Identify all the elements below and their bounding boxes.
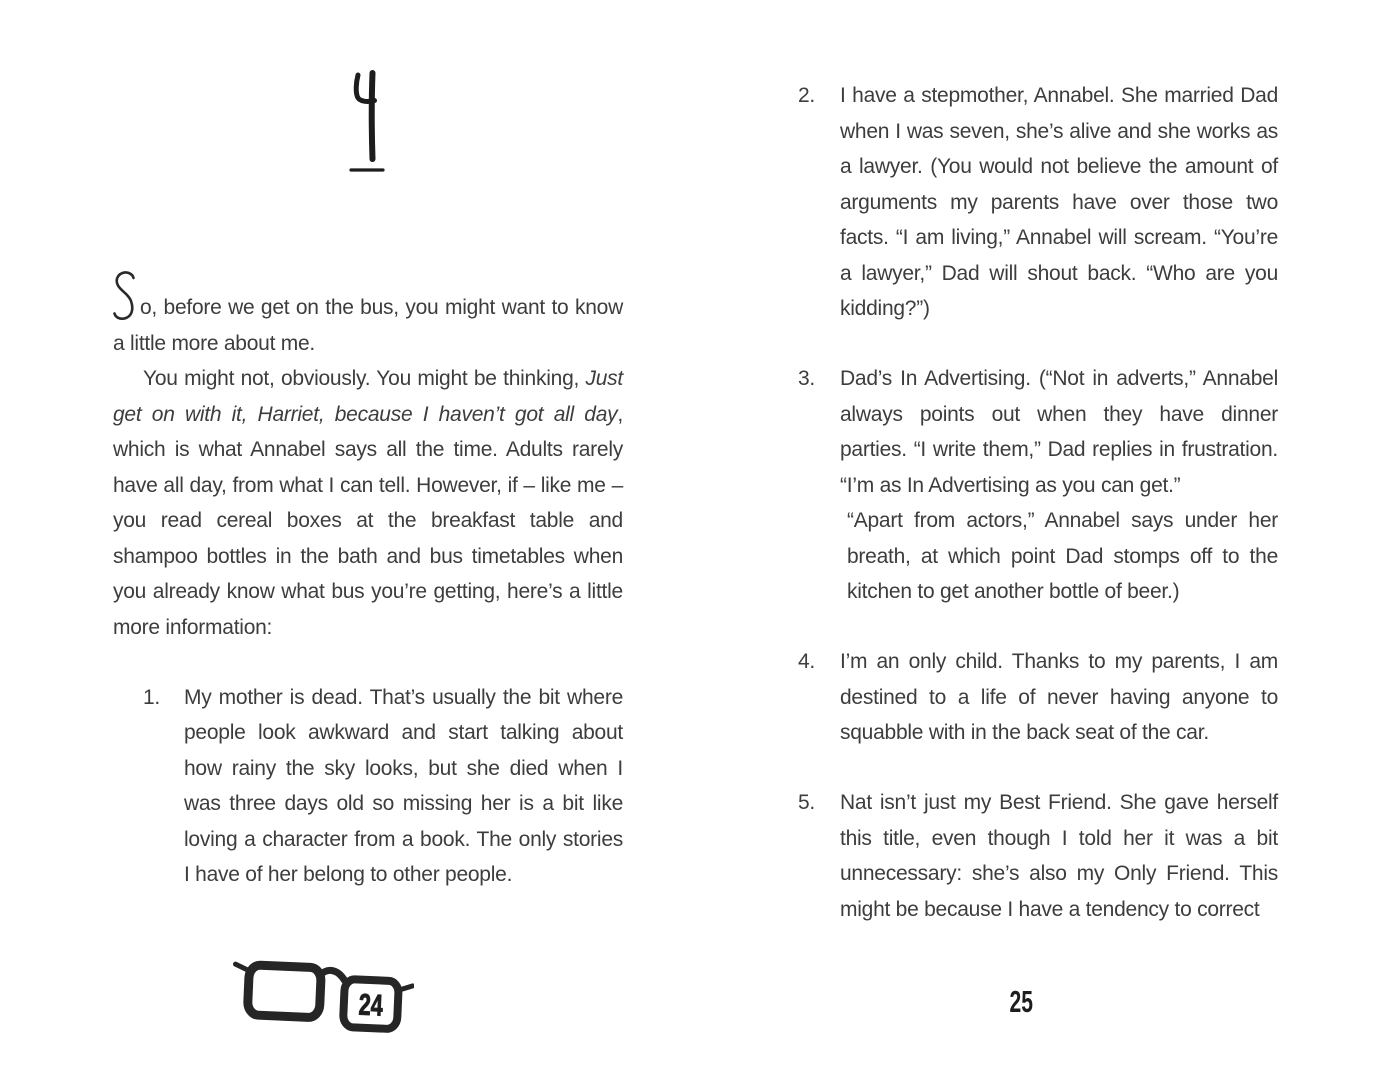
glasses-icon <box>232 960 414 1040</box>
list-item-5 <box>798 785 1278 927</box>
list-item-3 <box>798 361 1278 610</box>
list-item-4 <box>798 644 1278 751</box>
list-item-text: Nat isn’t just my Best Friend. She gave herself this title, even though I told her it was a bit unnecessary: she’s also my Only Friend. This might be because I have a tendency to correct <box>840 791 1278 921</box>
list-item-text: I have a stepmother, Annabel. She married Dad when I was seven, she’s alive and she works as a lawyer. (You would not believe the amount of arguments my parents have over those two facts. “I am living,” Annabel will scream. “You’re a lawyer,” Dad will shout back. “Who are you kidding?”) <box>840 84 1278 320</box>
fact-list-left <box>143 680 623 893</box>
page-left <box>113 0 623 1074</box>
fact-list-right <box>798 78 1278 927</box>
list-number: 2. <box>798 84 816 107</box>
page-footer-right <box>798 984 1244 1020</box>
dropcap-s-icon <box>113 313 140 314</box>
list-number: 4. <box>798 650 816 673</box>
second-paragraph <box>113 361 623 645</box>
list-item-paragraph-1: Dad’s In Advertising. (“Not in adverts,” Annabel always points out when they have dinner parties. “I write them,” Dad replies in frustration. “I’m as In Advertising as you can get.” <box>840 367 1278 497</box>
list-number: 3. <box>798 367 816 390</box>
opening-paragraph <box>113 290 623 361</box>
list-item-1 <box>143 680 623 893</box>
page-number-left: 24 <box>358 987 384 1023</box>
chapter-number-4-icon <box>348 69 388 181</box>
list-number: 1. <box>143 685 161 709</box>
list-number: 5. <box>798 791 816 814</box>
chapter-heading <box>113 69 623 181</box>
list-item-text <box>840 361 1278 610</box>
second-paragraph-italic: Just get on with it, Harriet, because I haven’t got all day <box>113 367 623 426</box>
left-page-text <box>113 290 623 893</box>
list-item-text: I’m an only child. Thanks to my parents, I am destined to a life of never having anyone to squabble with in the back seat of the car. <box>840 650 1278 744</box>
opening-paragraph-text: o, before we get on the bus, you might want to know a little more about me. <box>113 296 623 355</box>
page-right <box>798 0 1280 1074</box>
list-item-paragraph-2: “Apart from actors,” Annabel says under her breath, at which point Dad stomps off to the kitchen to get another bottle of beer.) <box>847 509 1278 603</box>
list-item-text: My mother is dead. That’s usually the bit where people look awkward and start talking about how rainy the sky looks, but she died when I was three days old so missing her is a bit like loving a character from a book. The only stories I have of her belong to other people. <box>184 685 623 886</box>
page-number-right: 25 <box>1009 984 1033 1019</box>
list-item-2 <box>798 78 1278 327</box>
second-paragraph-start: You might not, obviously. You might be thinking, <box>143 367 586 390</box>
page-footer-left <box>232 960 414 1045</box>
second-paragraph-end: , which is what Annabel says all the time. Adults rarely have all day, from what I can tell. However, if – like me – you read cereal boxes at the breakfast table and shampoo bottles in the bath and bus timetables when you already know what bus you’re getting, here’s a little more information: <box>113 402 623 639</box>
